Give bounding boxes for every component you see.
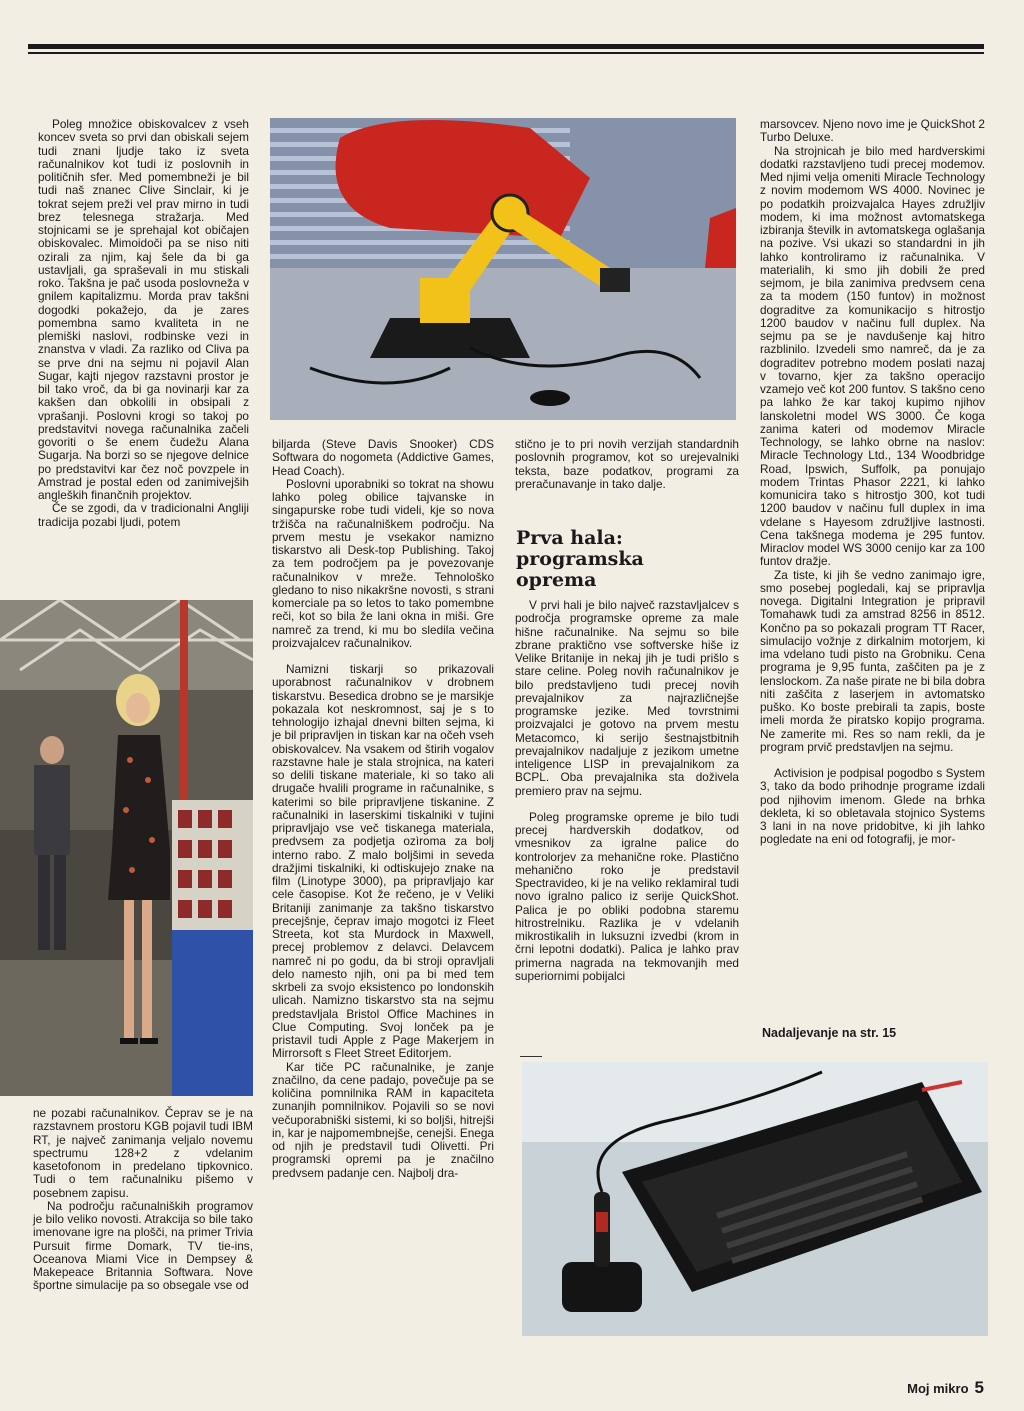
photo-spectrum-keyboard <box>522 1062 988 1336</box>
column-2 <box>272 438 494 1180</box>
paragraph: Poleg množice obiskovalcev z vseh koncev sveta so prvi dan obiskali sejem tudi znani ljudje tako iz sveta računalnikov kot tudi iz poslovnih in političnih sfer. Med pomembneži je bil tudi naš znanec Clive Sinclair, ki je tokrat sejem preži vel prav mirno in tudi brez telesnega stražarja. Med stojnicami se je sprehajal kot običajen obiskovalec. Mimoidoči pa se niso niti ozirali za njim, kaj šele da bi ga ustavljali, ga spraševali in mu stiskali roko. Takšna je pač usoda poslovneža v gnilem kapitalizmu. Morda prav takšni dogodki pokažejo, da je zares pomembna samo kvaliteta in ne plemiški naslovi, rodbinske vezi in znanstva v vladi. Za razliko od Cliva pa se prve dni na sejmu ni pojavil Alan Sugar, kajti njegov razstavni prostor je bil tako vroč, da bi ga novinarji kar za kakšen dan obkolili in obsipali z vprašanji. Poslovni krogi so takoj po predstavitvi novega računalnika začeli govoriti o še enem čudežu Alana Sugarja. Na borzi so se njegove delnice po predstavitvi kar čez noč povzpele in Amstrad je postal eden od zanimivejših angleških finančnih projektov. <box>38 117 249 502</box>
paragraph: Activision je podpisal pogodbo s System 3, tako da bodo prihodnje programe izdali pod njihovim imenom. Glede na brhka dekleta, ki so obletavala stojnico Systems 3 lani in na nove pridobitve, ki jih lahko pogledate na eni od fotografij, je mor- <box>760 766 985 847</box>
column-1-top <box>38 118 249 529</box>
continued-note: Nadaljevanje na str. 15 <box>762 1026 897 1040</box>
photo-robot-arm <box>270 118 736 420</box>
paragraph: V prvi hali je bilo največ razstavljalcev s področja programske opreme za male hišne računalnike. Na sejmu so bile zbrane praktično vse softverske hiše iz Velike Britanije in nekaj jih je tudi prišlo s stare celine. Poleg novih računalnikov je bilo predstavljeno tudi precej novih prevajalnikov za najrazličnejše programske jezike. Med tovrstnimi proizvajalci je gotovo na prvem mestu Metacomco, ki serijo šestnajstbitnih prevajalnikov nadaljuje z jezikom umetne inteligence LISP in prevajalnikom za BCPL. Oba prevajalnika sta doživela premiero prav na sejmu. <box>515 598 739 798</box>
photo-exhibition-hostess <box>0 600 253 1096</box>
paragraph: Poslovni uporabniki so tokrat na showu lahko poleg obilice tajvanske in singapurske robe tudi videli, kje so nova tržišča na računalniškem področju. Na prvem mestu je vsekakor namizno tiskarstvo ali Desk-top Publishing. Takoj za tem področjem pa je povezovanje računalnikov v mreže. Tehnološko gledano to niso nikakršne novosti, s strani komerciale pa so letos to tako pomembne reči, kot so bila že lani okna in miši. Gre namreč za trend, ki mu bo sledila večina proizvajalcev računalnikov. <box>272 476 494 650</box>
heading-line: programska <box>516 548 644 570</box>
header-rule <box>28 44 984 49</box>
paragraph: Kar tiče PC računalnike, je zanje značilno, da cene padajo, povečuje pa se količina pomnilnika RAM in kapaciteta zunanjih pomnilnikov. Pojavili so se novi večuporabniški sistemi, ki so boljši, hitrejši in, kar je najpomembnejše, cenejši. Enega od njih je predstavil tudi Olivetti. Pri programski opremi pa je značilno predvsem padanje cen. Najbolj dra- <box>272 1059 494 1180</box>
paragraph: Poleg programske opreme je bilo tudi precej hardverskih dodatkov, od vmesnikov za igralne palice do kontrolorjev za mehanične roke. Plastično mehanično roko je predstavil Spectravideo, ki je na veliko reklamiral tudi novo igralno palico iz serije QuickShot. Palica je po obliki podobna staremu hitrostrelniku. Razlika je v vdelanih mikrostikalih in luksuzni izvedbi (krom in črni lepotni dodatki). Palica je lahko prav primerna nagrada na tekmovanjih med superiornimi pobijalci <box>515 809 739 983</box>
column-3-bottom <box>515 599 739 983</box>
paragraph: marsovcev. Njeno novo ime je QuickShot 2 Turbo Deluxe. <box>760 117 985 145</box>
column-1-bottom <box>33 1107 253 1293</box>
paragraph: Če se zgodi, da v tradicionalni Angliji tradicija pozabi ljudi, potem <box>38 501 249 529</box>
magazine-name: Moj mikro <box>907 1381 969 1396</box>
heading-line: oprema <box>516 569 597 591</box>
page-number: 5 <box>974 1378 984 1397</box>
header-rule-thin <box>28 52 984 54</box>
paragraph: Za tiste, ki jih še vedno zanimajo igre, smo posebej pogledali, kaj se pripravlja novega. Digitalni Integration je pripravil Tomahawk tudi za amstrad 8256 in 8512. Končno pa so pokazali program TT Racer, simulacijo vožnje z dirkalnim motorjem, ki ima vdelano tudi pisto na Grobniku. Cena programa je 9,95 funta, zaščiten pa je z lenslockom. Za naše pirate ne bi bila dobra niti zaščita z laserjem in avtomatsko puško. Ko boste prebirali ta zapis, boste imeli morda že piratsko kopijo programa. Ne zamerite mi. Res so nam rekli, da je program prvič predstavljen na sejmu. <box>760 567 985 754</box>
divider <box>520 1056 542 1057</box>
column-3-top <box>515 438 739 491</box>
heading-line: Prva hala: <box>516 527 623 549</box>
paragraph: Na področju računalniških programov je bilo veliko novosti. Atrakcija so bile tako imenovane igre na plošči, na primer Trivia Pursuit firme Domark, TV tie-ins, Oceanova Miami Vice in Dempsey & Makepeace Britannia Softwara. Nove športne simulacije pa so obsegale vse od <box>33 1198 253 1293</box>
paragraph: biljarda (Steve Davis Snooker) CDS Softwara do nogometa (Addictive Games, Head Coach). <box>272 437 494 478</box>
page-footer <box>907 1378 984 1398</box>
paragraph: Na strojnicah je bilo med hardverskimi dodatki razstavljeno tudi precej modemov. Med njimi velja omeniti Miracle Technology z novim modemom WS 4000. Novinec je po podatkih proizvajalca Hayes združljiv modem, ki ima možnost avtomatskega izbiranja številk in avtomatskega oglašanja na pozive. Vsi ukazi so standardni in jih lahko kontroliramo iz računalnika. V materialih, ki smo jih dobili že pred sejmom, je bila zanimiva predvsem cena za ta modem (150 funtov) in možnost dograditve za komunikacijo s hitrostjo 1200 baudov v načinu full duplex. Na sejmu pa se je navdušenje kaj hitro razblinilo. Izvedeli smo namreč, da je za dograditev potrebno modem poslati nazaj v tovarno, kjer za takšno operacijo vzamejo več kot 200 funtov. S takšno ceno pa lahko že kar takoj kupimo njihov lanskoletni model WS 3000. Če koga zanima kateri od modemov Miracle Technology, se lahko obrne na naslov: Miracle Technology Ltd., 134 Woodbridge Road, Ipswich, Suffolk, pa ponujajo modem Trintas Phasor 2221, ki lahko komunicira tako s hitrostjo 300, kot tudi 1200 baudov v načinu full duplex in ima vdelane s Hayesom združljive lastnosti. Cena takšnega modema je 295 funtov. Miraclov model WS 3000 cenijo kar za 100 funtov dražje. <box>760 143 985 569</box>
paragraph: stično je to pri novih verzijah standardnih poslovnih programov, kot so urejevalniki teksta, baze podatkov, programi za preračunavanje in tako dalje. <box>515 437 739 491</box>
paragraph: ne pozabi računalnikov. Čeprav se je na razstavnem prostoru KGB pojavil tudi IBM RT, je največ zanimanja veljalo novemu spectrumu 128+2 z vdelanim kasetofonom in predelano tipkovnico. Tudi o tem računalniku pišemo v posebnem zapisu. <box>33 1106 253 1200</box>
section-heading <box>516 528 736 591</box>
column-4 <box>760 118 985 847</box>
paragraph: Namizni tiskarji so prikazovali uporabnost računalnikov v drobnem tiskarstvu. Besedica drobno se je marsikje pokazala kot neskromnost, saj je s to tehnologijo izhajal dnevni bilten sejma, ki je bil pripravljen in tiskan kar na očeh vseh obiskovalcev. Na vsakem od štirih vogalov razstavne hale je stala strojnica, na kateri so delili tiskane materiale, ki so tako ali drugače hvalili programe in računalnike, s katerimi so bile pripravljene tiskanine. Z računalniki in laserskimi tiskalniki v tujini pripravljajo vse več tiskanega materiala, predvsem za podjetja ozìroma za bolj interno rabo. Z malo boljšimi in seveda dražjimi tiskalniki, ki odtiskujejo znake na film (Linotype 3000), pa pripravljajo kar cele časopise. Kot že rečeno, je v Veliki Britaniji zanimanje za takšno tiskarstvo precejšnje, čeprav imajo mogotci iz Fleet Streeta, kot sta Murdock in Maxwell, precej problemov z delavci. Delavcem namreč ni po godu, da bi stroji opravljali delo namesto njih, oni pa bi med tem skrbeli za svojo eksistenco po londonskih ulicah. Namizno tiskarstvo sta na sejmu predstavljala Bristol Office Machines in Clue Computing. Svoj lonček pa je pristavil tudi Apple z Page Makerjem in Mirrorsoft s Fleet Street Editorjem. <box>272 662 494 1061</box>
